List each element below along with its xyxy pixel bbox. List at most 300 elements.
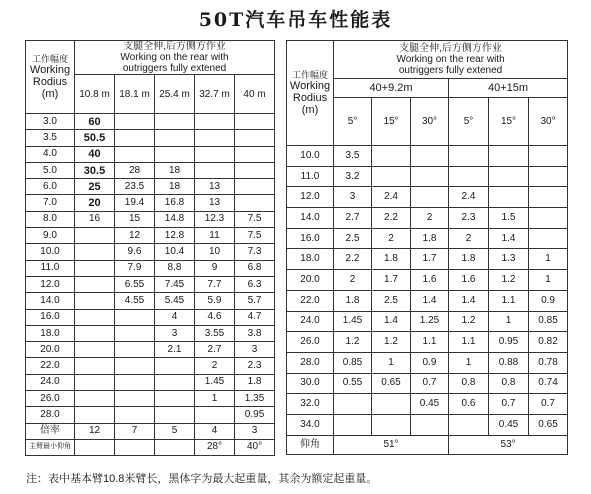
table-row (26, 130, 275, 146)
load-cell (115, 146, 155, 162)
load-cell: 2.3 (235, 358, 275, 374)
footnote: 注：表中基本臂10.8米臂长，黑体字为最大起重量，其余为额定起重量。 (26, 473, 378, 485)
radius-cell: 16.0 (287, 228, 334, 249)
load-cell: 2.7 (195, 342, 235, 358)
elevation-value: 53° (449, 435, 568, 454)
load-cell: 50.5 (75, 130, 115, 146)
radius-cell: 28.0 (287, 352, 334, 373)
radius-header-line: (m) (41, 87, 59, 100)
load-cell: 1.45 (195, 374, 235, 390)
load-cell (75, 391, 115, 407)
boom-length: 10.8 m (75, 75, 115, 114)
load-cell: 1.8 (411, 228, 449, 249)
ratio-value: 12 (75, 423, 115, 439)
load-cell (372, 394, 411, 415)
main-boom-load-table (25, 40, 275, 456)
load-cell: 60 (75, 114, 115, 130)
group-title-en: Working on the rear with (120, 52, 229, 63)
load-cell (115, 391, 155, 407)
boom-length: 32.7 m (195, 75, 235, 114)
load-cell (334, 394, 372, 415)
load-cell: 5.45 (155, 293, 195, 309)
load-cell: 12.3 (195, 211, 235, 227)
header-row (287, 41, 568, 79)
load-cell: 4.55 (115, 293, 155, 309)
ratio-value: 7 (115, 423, 155, 439)
table-row (287, 270, 568, 291)
radius-cell: 12.0 (287, 187, 334, 208)
jib-group: 40+15m (449, 79, 568, 98)
load-cell: 3 (334, 187, 372, 208)
load-cell: 1.2 (334, 332, 372, 353)
load-cell (195, 130, 235, 146)
table-row (26, 309, 275, 325)
load-cell: 3 (155, 325, 195, 341)
load-cell: 18 (155, 162, 195, 178)
load-cell: 23.5 (115, 179, 155, 195)
load-cell: 0.85 (529, 311, 568, 332)
load-cell: 20 (75, 195, 115, 211)
load-cell (529, 228, 568, 249)
load-cell: 1 (195, 391, 235, 407)
load-cell: 1.8 (334, 290, 372, 311)
load-cell (115, 374, 155, 390)
load-cell: 13 (195, 179, 235, 195)
ratio-value: 5 (155, 423, 195, 439)
load-cell: 1.25 (411, 311, 449, 332)
load-cell: 1.45 (334, 311, 372, 332)
load-cell: 16 (75, 211, 115, 227)
table-row (26, 407, 275, 423)
radius-cell: 24.0 (26, 374, 75, 390)
load-cell: 2 (411, 208, 449, 229)
load-cell (155, 358, 195, 374)
header-row (26, 41, 275, 75)
radius-cell: 3.5 (26, 130, 75, 146)
jib-load-table (286, 40, 568, 455)
load-cell (449, 166, 489, 187)
min-angle-value: 40° (235, 439, 275, 455)
offset-angle: 15° (372, 98, 411, 146)
ratio-value: 3 (235, 423, 275, 439)
min-angle-value (75, 439, 115, 455)
load-cell: 1.1 (489, 290, 529, 311)
load-cell (411, 146, 449, 167)
radius-cell: 20.0 (26, 342, 75, 358)
ratio-label: 倍率 (26, 423, 75, 439)
load-cell: 1 (489, 311, 529, 332)
load-cell: 1.4 (411, 290, 449, 311)
load-cell: 0.65 (372, 373, 411, 394)
load-cell: 0.7 (411, 373, 449, 394)
radius-cell: 28.0 (26, 407, 75, 423)
load-cell: 0.9 (529, 290, 568, 311)
load-cell: 0.7 (529, 394, 568, 415)
radius-cell: 11.0 (287, 166, 334, 187)
table-row (287, 414, 568, 435)
page-title: 50T汽车吊车性能表 (198, 9, 393, 31)
load-cell: 0.95 (489, 332, 529, 353)
radius-cell: 9.0 (26, 228, 75, 244)
load-cell: 4.6 (195, 309, 235, 325)
load-cell: 1.1 (449, 332, 489, 353)
radius-cell: 22.0 (26, 358, 75, 374)
radius-header (287, 41, 334, 146)
load-cell (529, 146, 568, 167)
load-cell: 0.7 (489, 394, 529, 415)
table-row (26, 228, 275, 244)
load-cell: 7.9 (115, 260, 155, 276)
load-cell: 0.82 (529, 332, 568, 353)
load-cell: 0.45 (411, 394, 449, 415)
load-cell: 3 (235, 342, 275, 358)
group-header (334, 41, 568, 79)
load-cell: 9 (195, 260, 235, 276)
load-cell: 13 (195, 195, 235, 211)
load-cell: 0.8 (449, 373, 489, 394)
offset-angle: 5° (449, 98, 489, 146)
load-cell: 8.8 (155, 260, 195, 276)
load-cell: 19.4 (115, 195, 155, 211)
load-cell: 5.7 (235, 293, 275, 309)
table-row (287, 394, 568, 415)
boom-length: 25.4 m (155, 75, 195, 114)
group-title-cn: 支腿全伸,后方侧方作业 (123, 41, 226, 52)
load-cell (75, 260, 115, 276)
table-row (26, 244, 275, 260)
load-cell (195, 114, 235, 130)
table-row (26, 260, 275, 276)
load-cell (195, 407, 235, 423)
load-cell: 9.6 (115, 244, 155, 260)
group-title-en: outriggers fully extened (122, 63, 227, 74)
load-cell: 12 (115, 228, 155, 244)
table-row (287, 228, 568, 249)
load-cell: 0.95 (235, 407, 275, 423)
elevation-value: 51° (334, 435, 449, 454)
table-row (26, 211, 275, 227)
radius-cell: 7.0 (26, 195, 75, 211)
load-cell: 1.2 (449, 311, 489, 332)
load-cell (235, 179, 275, 195)
load-cell: 1 (529, 249, 568, 270)
radius-cell: 14.0 (287, 208, 334, 229)
ratio-row (26, 423, 275, 439)
load-cell: 1 (529, 270, 568, 291)
load-cell (411, 187, 449, 208)
load-cell (155, 407, 195, 423)
load-cell: 2.7 (334, 208, 372, 229)
load-cell: 1.7 (411, 249, 449, 270)
load-cell: 7.5 (235, 228, 275, 244)
load-cell (489, 166, 529, 187)
load-cell: 6.55 (115, 276, 155, 292)
radius-header-line: 工作幅度 (291, 69, 328, 80)
table-row (287, 290, 568, 311)
radius-cell: 34.0 (287, 414, 334, 435)
load-cell (75, 309, 115, 325)
load-cell (75, 228, 115, 244)
load-cell: 18 (155, 179, 195, 195)
radius-cell: 26.0 (287, 332, 334, 353)
offset-angle: 5° (334, 98, 372, 146)
load-cell: 2 (195, 358, 235, 374)
load-cell (235, 146, 275, 162)
load-cell: 0.65 (529, 414, 568, 435)
load-cell: 2.5 (334, 228, 372, 249)
min-angle-row (26, 439, 275, 455)
load-cell: 1.4 (372, 311, 411, 332)
load-cell (75, 407, 115, 423)
load-cell: 1.35 (235, 391, 275, 407)
elevation-row (287, 435, 568, 454)
load-cell (449, 414, 489, 435)
load-cell (115, 309, 155, 325)
radius-header-line: Working (289, 79, 331, 92)
load-cell (235, 162, 275, 178)
radius-cell: 14.0 (26, 293, 75, 309)
table-row (26, 146, 275, 162)
load-cell: 4 (155, 309, 195, 325)
load-cell (115, 407, 155, 423)
load-cell (235, 195, 275, 211)
load-cell: 12.8 (155, 228, 195, 244)
jib-group: 40+9.2m (334, 79, 449, 98)
table-row (26, 374, 275, 390)
table-row (26, 293, 275, 309)
table-row (26, 391, 275, 407)
load-cell: 0.55 (334, 373, 372, 394)
radius-header-line: Working (29, 63, 71, 76)
load-cell: 4.7 (235, 309, 275, 325)
load-cell (411, 166, 449, 187)
load-cell: 15 (115, 211, 155, 227)
load-cell (75, 276, 115, 292)
load-cell (115, 342, 155, 358)
boom-length: 18.1 m (115, 75, 155, 114)
radius-cell: 11.0 (26, 260, 75, 276)
offset-angle: 30° (411, 98, 449, 146)
load-cell: 1.8 (449, 249, 489, 270)
offset-angle: 30° (529, 98, 568, 146)
load-cell: 2.5 (372, 290, 411, 311)
table-row (26, 162, 275, 178)
radius-cell: 10.0 (26, 244, 75, 260)
load-cell: 6.3 (235, 276, 275, 292)
load-cell: 2.4 (372, 187, 411, 208)
group-title-en: Working on the rear with (396, 54, 505, 65)
load-cell: 1.1 (411, 332, 449, 353)
boom-length: 40 m (235, 75, 275, 114)
load-cell: 1.4 (449, 290, 489, 311)
load-cell (115, 325, 155, 341)
load-cell: 2 (372, 228, 411, 249)
table-row (26, 276, 275, 292)
load-cell: 0.45 (489, 414, 529, 435)
radius-cell: 30.0 (287, 373, 334, 394)
table-row (287, 146, 568, 167)
load-cell: 6.8 (235, 260, 275, 276)
load-cell: 3.55 (195, 325, 235, 341)
table-row (26, 179, 275, 195)
load-cell (529, 187, 568, 208)
load-cell: 0.9 (411, 352, 449, 373)
radius-cell: 6.0 (26, 179, 75, 195)
load-cell (489, 187, 529, 208)
radius-cell: 22.0 (287, 290, 334, 311)
table-row (287, 208, 568, 229)
load-cell: 3.8 (235, 325, 275, 341)
load-cell: 2.1 (155, 342, 195, 358)
load-cell: 1.7 (372, 270, 411, 291)
load-cell (75, 358, 115, 374)
table-row (287, 249, 568, 270)
load-cell: 14.8 (155, 211, 195, 227)
table-row (287, 311, 568, 332)
radius-cell: 16.0 (26, 309, 75, 325)
load-cell (115, 358, 155, 374)
load-cell (155, 391, 195, 407)
load-cell: 2.2 (372, 208, 411, 229)
load-cell: 5.9 (195, 293, 235, 309)
load-cell: 3.5 (334, 146, 372, 167)
min-angle-value (115, 439, 155, 455)
load-cell (75, 325, 115, 341)
load-cell: 7.5 (235, 211, 275, 227)
load-cell: 1.2 (489, 270, 529, 291)
load-cell: 1.5 (489, 208, 529, 229)
load-cell (155, 130, 195, 146)
ratio-value: 4 (195, 423, 235, 439)
load-cell: 1.4 (489, 228, 529, 249)
table-row (287, 166, 568, 187)
radius-cell: 26.0 (26, 391, 75, 407)
load-cell (372, 146, 411, 167)
load-cell: 1.6 (449, 270, 489, 291)
group-title-en: outriggers fully extened (398, 65, 503, 76)
load-cell (155, 146, 195, 162)
table-row (287, 373, 568, 394)
load-cell: 0.85 (334, 352, 372, 373)
load-cell (235, 114, 275, 130)
min-angle-label: 主臂最小仰角 (26, 439, 75, 455)
radius-cell: 3.0 (26, 114, 75, 130)
load-cell (529, 208, 568, 229)
load-cell (372, 414, 411, 435)
load-cell (155, 374, 195, 390)
min-angle-value (155, 439, 195, 455)
load-cell: 28 (115, 162, 155, 178)
load-cell: 10.4 (155, 244, 195, 260)
load-cell: 11 (195, 228, 235, 244)
load-cell (75, 293, 115, 309)
load-cell: 2.4 (449, 187, 489, 208)
load-cell (334, 414, 372, 435)
radius-cell: 12.0 (26, 276, 75, 292)
load-cell: 7.3 (235, 244, 275, 260)
load-cell: 2 (449, 228, 489, 249)
load-cell (235, 130, 275, 146)
group-header (75, 41, 275, 75)
radius-cell: 24.0 (287, 311, 334, 332)
offset-angle: 15° (489, 98, 529, 146)
load-cell (195, 162, 235, 178)
load-cell (115, 130, 155, 146)
radius-cell: 8.0 (26, 211, 75, 227)
elevation-label: 仰角 (287, 435, 334, 454)
load-cell (529, 166, 568, 187)
load-cell (489, 146, 529, 167)
load-cell (449, 146, 489, 167)
load-cell (115, 114, 155, 130)
load-cell (411, 414, 449, 435)
load-cell (372, 166, 411, 187)
load-cell: 25 (75, 179, 115, 195)
load-cell: 0.78 (529, 352, 568, 373)
radius-header-line: Rodius (32, 75, 68, 88)
radius-header-line: (m) (301, 103, 319, 116)
load-cell: 0.8 (489, 373, 529, 394)
load-cell: 1.2 (372, 332, 411, 353)
load-cell (75, 374, 115, 390)
load-cell: 10 (195, 244, 235, 260)
load-cell: 0.74 (529, 373, 568, 394)
load-cell: 7.45 (155, 276, 195, 292)
table-row (26, 342, 275, 358)
table-row (26, 358, 275, 374)
load-cell: 16.8 (155, 195, 195, 211)
load-cell (75, 244, 115, 260)
load-cell (75, 342, 115, 358)
table-row (287, 187, 568, 208)
load-cell: 1.8 (372, 249, 411, 270)
table-row (287, 352, 568, 373)
radius-cell: 20.0 (287, 270, 334, 291)
load-cell: 0.6 (449, 394, 489, 415)
load-cell: 7.7 (195, 276, 235, 292)
load-cell: 2.3 (449, 208, 489, 229)
load-cell: 1.3 (489, 249, 529, 270)
radius-cell: 4.0 (26, 146, 75, 162)
table-row (287, 332, 568, 353)
load-cell: 2 (334, 270, 372, 291)
table-row (26, 195, 275, 211)
radius-cell: 10.0 (287, 146, 334, 167)
load-cell (195, 146, 235, 162)
radius-cell: 5.0 (26, 162, 75, 178)
load-cell: 1.6 (411, 270, 449, 291)
load-cell: 30.5 (75, 162, 115, 178)
radius-header-line: Rodius (292, 91, 328, 104)
load-cell: 1 (449, 352, 489, 373)
load-cell: 1 (372, 352, 411, 373)
load-cell: 0.88 (489, 352, 529, 373)
table-row (26, 114, 275, 130)
load-cell: 2.2 (334, 249, 372, 270)
radius-cell: 18.0 (26, 325, 75, 341)
radius-cell: 32.0 (287, 394, 334, 415)
min-angle-value: 28° (195, 439, 235, 455)
load-cell: 40 (75, 146, 115, 162)
group-title-cn: 支腿全伸,后方侧方作业 (399, 43, 502, 54)
load-cell: 3.2 (334, 166, 372, 187)
table-row (26, 325, 275, 341)
radius-header (26, 41, 75, 114)
load-cell: 1.8 (235, 374, 275, 390)
radius-cell: 18.0 (287, 249, 334, 270)
radius-header-line: 工作幅度 (31, 53, 68, 64)
load-cell (155, 114, 195, 130)
